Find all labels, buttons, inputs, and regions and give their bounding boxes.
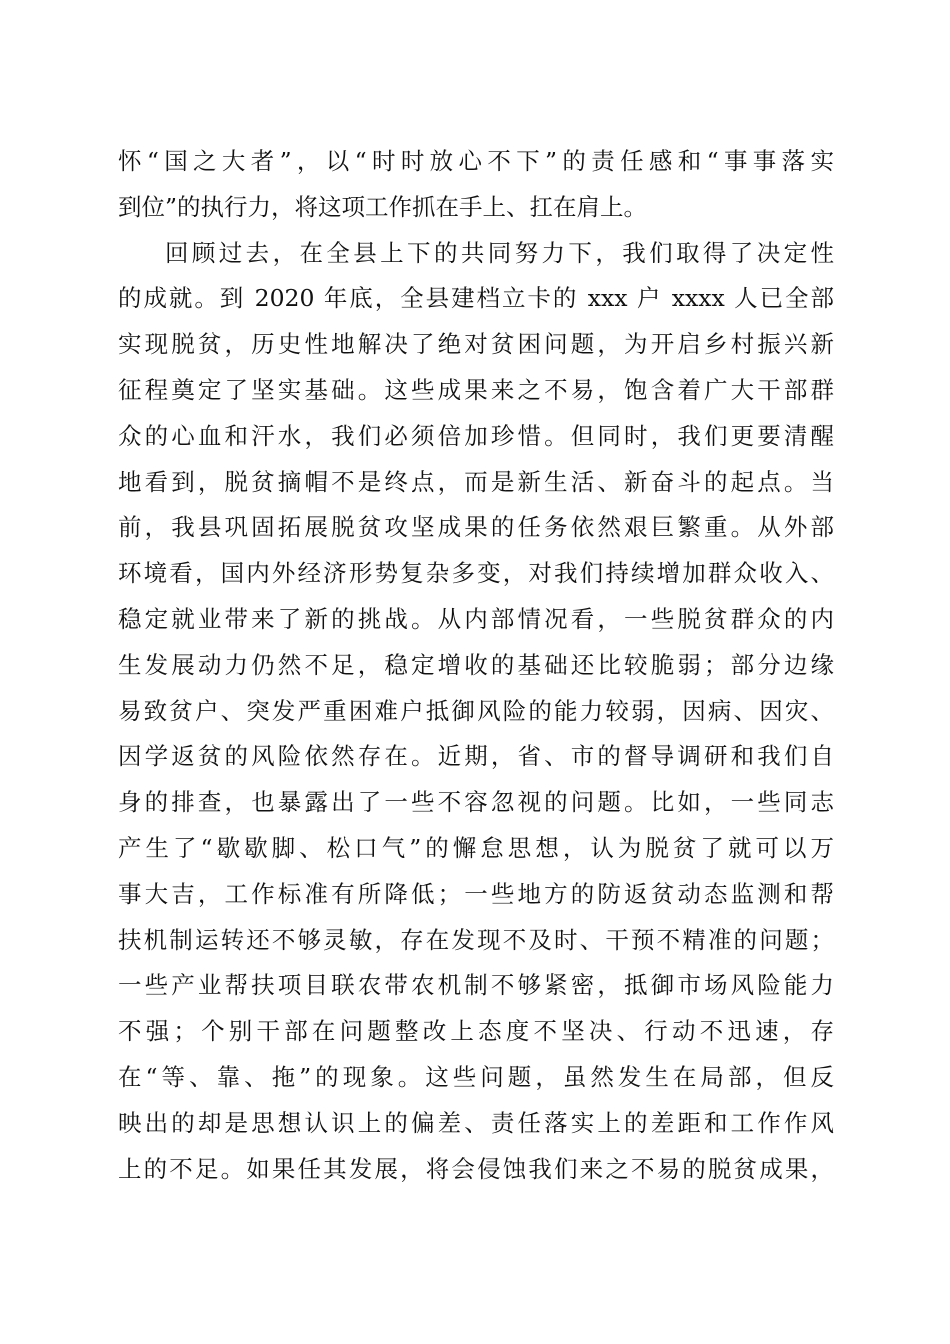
text-line: 映出的却是思想认识上的偏差、责任落实上的差距和工作作风 bbox=[118, 1108, 834, 1137]
text-line: 身的排查，也暴露出了一些不容忽视的问题。比如，一些同志 bbox=[118, 788, 834, 817]
text-line: 征程奠定了坚实基础。这些成果来之不易，饱含着广大干部群 bbox=[118, 375, 834, 404]
text-line: 一些产业帮扶项目联农带农机制不够紧密，抵御市场风险能力 bbox=[118, 971, 834, 1000]
text-line: 产生了“歇歇脚、松口气”的懈怠思想，认为脱贫了就可以万 bbox=[118, 833, 834, 862]
text-line: 实现脱贫，历史性地解决了绝对贫困问题，为开启乡村振兴新 bbox=[118, 330, 834, 359]
text-line: 不强；个别干部在问题整改上态度不坚决、行动不迅速，存 bbox=[118, 1017, 834, 1046]
text-line: 事大吉，工作标准有所降低；一些地方的防返贫动态监测和帮 bbox=[118, 879, 834, 908]
text-line: 易致贫户、突发严重困难户抵御风险的能力较弱，因病、因灾、 bbox=[118, 696, 834, 725]
text-line: 的成就。到 2020 年底，全县建档立卡的 xxx 户 xxxx 人已全部 bbox=[118, 284, 834, 313]
text-line: 稳定就业带来了新的挑战。从内部情况看，一些脱贫群众的内 bbox=[118, 604, 834, 633]
text-line: 因学返贫的风险依然存在。近期，省、市的督导调研和我们自 bbox=[118, 742, 834, 771]
text-line: 在“等、靠、拖”的现象。这些问题，虽然发生在局部，但反 bbox=[118, 1062, 834, 1091]
text-line: 上的不足。如果任其发展，将会侵蚀我们来之不易的脱贫成果， bbox=[118, 1154, 834, 1183]
text-line: 扶机制运转还不够灵敏，存在发现不及时、干预不精准的问题； bbox=[118, 925, 834, 954]
paragraph-first-line: 回顾过去，在全县上下的共同努力下，我们取得了决定性 bbox=[165, 238, 834, 267]
text-line: 地看到，脱贫摘帽不是终点，而是新生活、新奋斗的起点。当 bbox=[118, 467, 834, 496]
text-line: 众的心血和汗水，我们必须倍加珍惜。但同时，我们更要清醒 bbox=[118, 421, 834, 450]
text-line: 到位”的执行力，将这项工作抓在手上、扛在肩上。 bbox=[118, 192, 648, 221]
text-line: 前，我县巩固拓展脱贫攻坚成果的任务依然艰巨繁重。从外部 bbox=[118, 513, 834, 542]
text-line: 生发展动力仍然不足，稳定增收的基础还比较脆弱；部分边缘 bbox=[118, 650, 834, 679]
text-line: 怀“国之大者”，以“时时放心不下”的责任感和“事事落实 bbox=[118, 147, 834, 175]
body-text bbox=[118, 139, 834, 1192]
text-line: 环境看，国内外经济形势复杂多变，对我们持续增加群众收入、 bbox=[118, 559, 834, 588]
